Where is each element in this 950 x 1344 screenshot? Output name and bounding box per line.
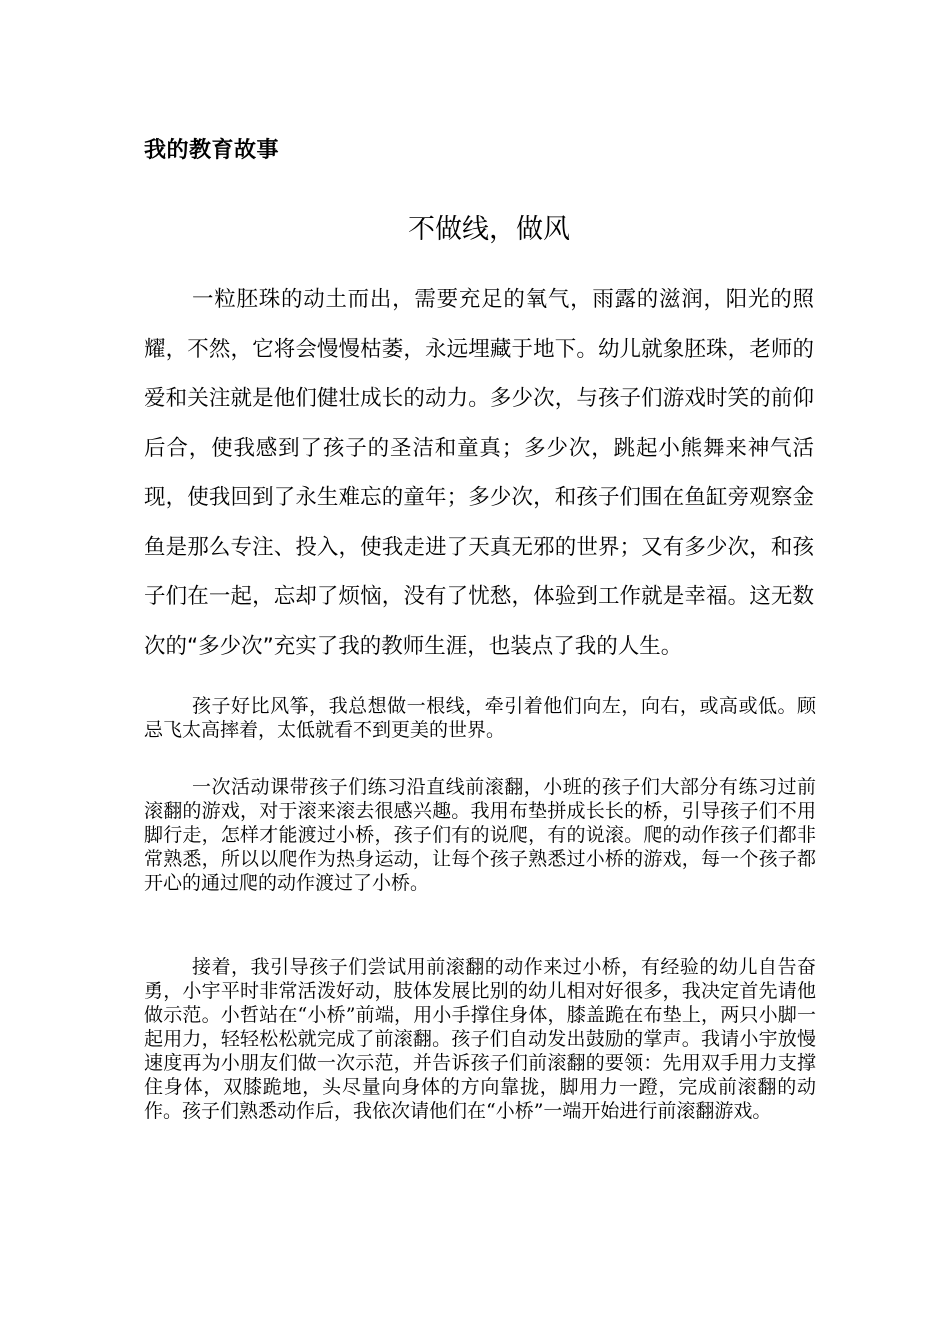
document-header-label: 我的教育故事 [144, 138, 280, 163]
story-paragraph-3: 接着，我引导孩子们尝试用前滚翻的动作来过小桥，有经验的幼儿自告奋勇，小宇平时非常活泼好动，肢体发展比别的幼儿相对好很多，我决定首先请他做示范。小哲站在“小桥”前端，用小手撑住身体，膝盖跪在布垫上，两只小脚一起用力，轻轻松松就完成了前滚翻。孩子们自动发出鼓励的掌声。我请小宇放慢速度再为小朋友们做一次示范，并告诉孩子们前滚翻的要领：先用双手用力支撑住身体，双膝跪地，头尽量向身体的方向靠拢，脚用力一蹬，完成前滚翻的动作。孩子们熟悉动作后，我依次请他们在“小桥”一端开始进行前滚翻游戏。 [144, 956, 816, 1122]
story-paragraph-2: 一次活动课带孩子们练习沿直线前滚翻，小班的孩子们大部分有练习过前滚翻的游戏，对于滚来滚去很感兴趣。我用布垫拼成长长的桥，引导孩子们不用脚行走，怎样才能渡过小桥，孩子们有的说爬，有的说滚。爬的动作孩子们都非常熟悉，所以以爬作为热身运动，让每个孩子熟悉过小桥的游戏，每一个孩子都开心的通过爬的动作渡过了小桥。 [144, 776, 816, 894]
story-title: 不做线，做风 [408, 214, 570, 245]
intro-paragraph: 一粒胚珠的动土而出，需要充足的氧气，雨露的滋润，阳光的照耀，不然，它将会慢慢枯萎，永远埋藏于地下。幼儿就象胚珠，老师的爱和关注就是他们健壮成长的动力。多少次，与孩子们游戏时笑的前仰后合，使我感到了孩子的圣洁和童真；多少次，跳起小熊舞来神气活现，使我回到了永生难忘的童年；多少次，和孩子们围在鱼缸旁观察金鱼是那么专注、投入，使我走进了天真无邪的世界；又有多少次，和孩子们在一起，忘却了烦恼，没有了忧愁，体验到工作就是幸福。这无数次的“多少次”充实了我的教师生涯，也装点了我的人生。 [144, 287, 814, 659]
story-paragraph-1: 孩子好比风筝，我总想做一根线，牵引着他们向左，向右，或高或低。顾忌飞太高摔着，太低就看不到更美的世界。 [144, 695, 816, 741]
